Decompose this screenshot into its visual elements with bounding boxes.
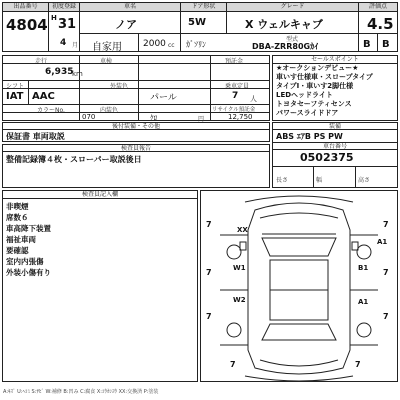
colorno-label: カラーNo. <box>37 107 65 114</box>
model-label: 型式 <box>286 36 299 43</box>
reg-year: 31 <box>58 17 77 32</box>
reg-label: 初度登録 <box>49 3 79 12</box>
damage-label: W1 <box>233 264 246 272</box>
usage: 自家用 <box>92 42 122 53</box>
serial-title: 車台番号 <box>273 143 397 150</box>
month-unit: 月 <box>72 42 79 49</box>
door-type: 5W <box>188 17 206 28</box>
mark: 7 <box>383 220 389 229</box>
selling-point: LEDヘッドライト <box>276 91 333 99</box>
riders-unit: 人 <box>250 95 257 103</box>
selling-point: トヨタセーフティセンス <box>276 100 352 108</box>
inspector-item: 要確認 <box>6 246 29 255</box>
damage-label: XX <box>237 226 248 234</box>
notes-value: 整備記録簿４枚・スローパー取説後日 <box>6 155 142 164</box>
notes-title: 検査員報告 <box>3 145 269 152</box>
name-label: 車名 <box>80 3 180 12</box>
ac-value: AAC <box>32 91 55 102</box>
riders-label: 乗車定員 <box>225 83 250 90</box>
car-name: ノア <box>115 18 137 31</box>
selling-point: パワースライドドア <box>276 109 339 117</box>
selling-points-title: セールスポイント <box>273 56 397 64</box>
lot-number: 4804 <box>6 16 48 34</box>
reg-era: H <box>51 14 57 22</box>
selling-point: タイプI・車いす2脚仕様 <box>276 82 354 90</box>
model-code: DBA-ZRR80Gｶｲ <box>252 42 319 51</box>
shift-label: シフト <box>6 83 25 90</box>
accessories-title: 後付装備・その他 <box>3 123 269 130</box>
mark: 7 <box>206 268 212 277</box>
score-label: 評価点 <box>359 3 397 12</box>
inspector-item: 福祉車両 <box>6 235 36 244</box>
inspector-item: 外装小傷有り <box>6 268 51 277</box>
mark: 7 <box>206 220 212 229</box>
mark: 7 <box>230 360 236 369</box>
damage-label: A1 <box>377 238 388 246</box>
recycle-fee: 12,750 <box>228 113 253 121</box>
exterior-grade: B <box>363 39 371 50</box>
riders-value: 7 <box>232 91 239 101</box>
inspector-list <box>6 201 51 278</box>
accessories-value: 保証書 車両取説 <box>6 132 65 141</box>
shift-value: IAT <box>6 91 24 102</box>
height-label: 高さ <box>358 177 371 184</box>
inspector-item: 席数６ <box>6 213 29 222</box>
score-value: 4.5 <box>367 15 394 33</box>
grade-label: グレード <box>227 3 358 12</box>
color-number: 070 <box>82 113 96 121</box>
doors-label: ドア形状 <box>181 3 226 12</box>
shaken-label: 車検 <box>100 58 113 65</box>
selling-point: 車いす仕様車・スロープタイプ <box>276 73 373 81</box>
inspector-item: 非喫煙 <box>6 202 29 211</box>
displacement: 2000 <box>143 39 166 49</box>
width-label: 幅 <box>316 177 323 184</box>
equipment-title: 装備 <box>273 123 397 130</box>
damage-label: A1 <box>358 298 369 306</box>
color-label: 外装色 <box>110 83 129 90</box>
reg-month: 4 <box>60 38 67 48</box>
mark: 7 <box>206 312 212 321</box>
inspector-item: 車高降下装置 <box>6 224 51 233</box>
mark: 7 <box>383 312 389 321</box>
selling-point: ★オークションデビュー★ <box>276 64 359 72</box>
selling-points-list <box>276 64 373 118</box>
mileage-value: 6,935 <box>45 67 74 77</box>
mileage-unit: km <box>72 70 83 78</box>
car-diagram <box>200 190 398 382</box>
equipment-value: ABS ｴｱB PS PW <box>276 132 343 141</box>
interior-color: ｸﾛ <box>150 114 157 122</box>
color-value: パール <box>150 93 177 103</box>
inspector-item: 室内内張傷 <box>6 257 44 266</box>
mark: 7 <box>383 268 389 277</box>
recycle-label: 預託金 <box>225 58 244 65</box>
mileage-label: 走行 <box>35 58 48 65</box>
grade-name: X ウェルキャブ <box>245 18 323 31</box>
length-label: 長さ <box>276 177 289 184</box>
serial-number: 0502375 <box>300 151 354 164</box>
interior-label: 内装色 <box>100 107 119 114</box>
cc-unit: cc <box>168 42 175 49</box>
recycle-fee-label: リサイクル預託金 <box>212 107 256 113</box>
mark: 7 <box>355 360 361 369</box>
legend-footer: A:ｷｽﾞ U:ﾍｺﾐ S:ｻﾋﾞ W:補修 B:凹み C:腐食 X:ｺｳｶﾝﾖｳ XX:交換済 P:塗装 <box>3 389 159 395</box>
damage-label: B1 <box>358 264 369 272</box>
damage-label: W2 <box>233 296 246 304</box>
lot-label: 出品番号 <box>3 3 48 12</box>
yen-unit: 円 <box>198 116 205 123</box>
interior-grade: B <box>382 39 390 50</box>
inspector-title: 検査員記入欄 <box>3 191 197 199</box>
fuel-type: ｶﾞｿﾘﾝ <box>186 40 206 49</box>
